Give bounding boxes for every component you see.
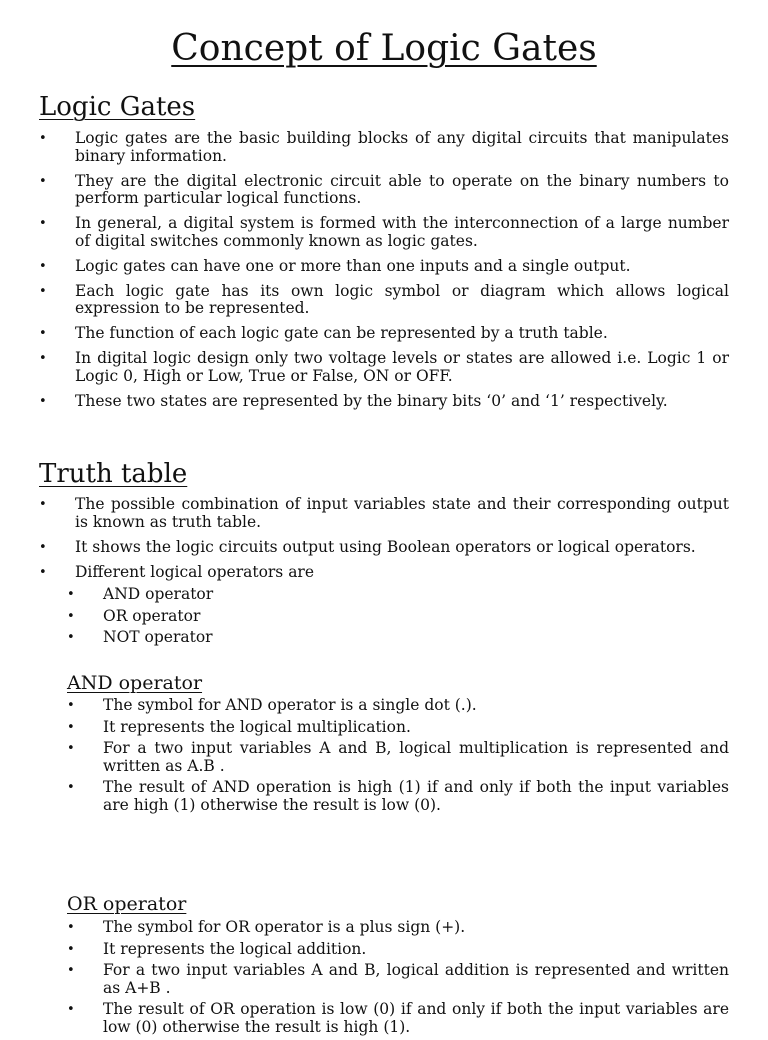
list-item: • The possible combination of input variables state and their corresponding output is known as truth table. bbox=[39, 495, 729, 531]
bullet-icon: • bbox=[67, 608, 75, 624]
bullet-icon: • bbox=[67, 963, 75, 978]
and-operator-list bbox=[67, 697, 729, 818]
or-operator-list bbox=[67, 919, 729, 1040]
operators-list bbox=[67, 586, 729, 651]
list-item: • It represents the logical addition. bbox=[67, 939, 367, 958]
list-item: • AND operator bbox=[67, 585, 214, 603]
list-item: • The symbol for AND operator is a single dot (.). bbox=[67, 696, 477, 714]
bullet-icon: • bbox=[67, 1002, 75, 1017]
page-title: Concept of Logic Gates bbox=[171, 28, 597, 69]
section-heading-or-operator: OR operator bbox=[67, 893, 187, 915]
list-item: • These two states are represented by the binary bits ‘0’ and ‘1’ respectively. bbox=[39, 391, 668, 410]
bullet-icon: • bbox=[39, 393, 47, 409]
bullet-icon: • bbox=[39, 216, 47, 231]
bullet-icon: • bbox=[67, 698, 75, 713]
bullet-icon: • bbox=[39, 539, 47, 555]
list-item: • NOT operator bbox=[67, 628, 213, 646]
list-item: • Each logic gate has its own logic symbol or diagram which allows logical expression to be represented. bbox=[39, 281, 729, 317]
bullet-icon: • bbox=[39, 283, 47, 299]
list-item: • For a two input variables A and B, logical multiplication is represented and written as A.B . bbox=[67, 739, 729, 775]
list-item: • The symbol for OR operator is a plus sign (+). bbox=[67, 918, 466, 936]
logic-gates-list bbox=[39, 130, 729, 418]
bullet-icon: • bbox=[67, 719, 75, 735]
list-item: • They are the digital electronic circuit able to operate on the binary numbers to perform particular logical functions. bbox=[39, 171, 729, 207]
list-item: • The result of AND operation is high (1) if and only if both the input variables are high (1) otherwise the result is low (0). bbox=[67, 778, 729, 814]
bullet-icon: • bbox=[39, 564, 47, 580]
list-item: • Logic gates can have one or more than one inputs and a single output. bbox=[39, 256, 631, 275]
bullet-icon: • bbox=[67, 941, 75, 957]
list-item: • In digital logic design only two voltage levels or states are allowed i.e. Logic 1 or Logic 0, High or Low, True or False, ON or OFF. bbox=[39, 349, 729, 385]
bullet-icon: • bbox=[67, 780, 75, 795]
list-item: • The result of OR operation is low (0) if and only if both the input variables are low (0) otherwise the result is high (1). bbox=[67, 1000, 729, 1036]
bullet-icon: • bbox=[39, 326, 47, 341]
list-item: • OR operator bbox=[67, 606, 201, 625]
section-heading-truth-table: Truth table bbox=[39, 459, 188, 489]
bullet-icon: • bbox=[39, 258, 47, 274]
truth-table-list bbox=[39, 496, 729, 589]
list-item: • It shows the logic circuits output using Boolean operators or logical operators. bbox=[39, 537, 696, 556]
list-item: • Logic gates are the basic building blocks of any digital circuits that manipulates binary information. bbox=[39, 129, 729, 165]
bullet-icon: • bbox=[39, 497, 47, 512]
bullet-icon: • bbox=[67, 630, 75, 645]
bullet-icon: • bbox=[39, 173, 47, 189]
list-item: • It represents the logical multiplication. bbox=[67, 717, 411, 736]
list-item: • In general, a digital system is formed with the interconnection of a large number of digital switches commonly known as logic gates. bbox=[39, 214, 729, 250]
list-item: • The function of each logic gate can be represented by a truth table. bbox=[39, 324, 608, 342]
bullet-icon: • bbox=[67, 587, 75, 602]
bullet-icon: • bbox=[39, 131, 47, 146]
bullet-icon: • bbox=[67, 920, 75, 935]
bullet-icon: • bbox=[39, 351, 47, 366]
bullet-icon: • bbox=[67, 741, 75, 756]
list-item: • Different logical operators are bbox=[39, 562, 315, 581]
list-item: • For a two input variables A and B, logical addition is represented and written as A+B . bbox=[67, 961, 729, 997]
section-heading-logic-gates: Logic Gates bbox=[39, 92, 196, 122]
section-heading-and-operator: AND operator bbox=[67, 672, 203, 694]
